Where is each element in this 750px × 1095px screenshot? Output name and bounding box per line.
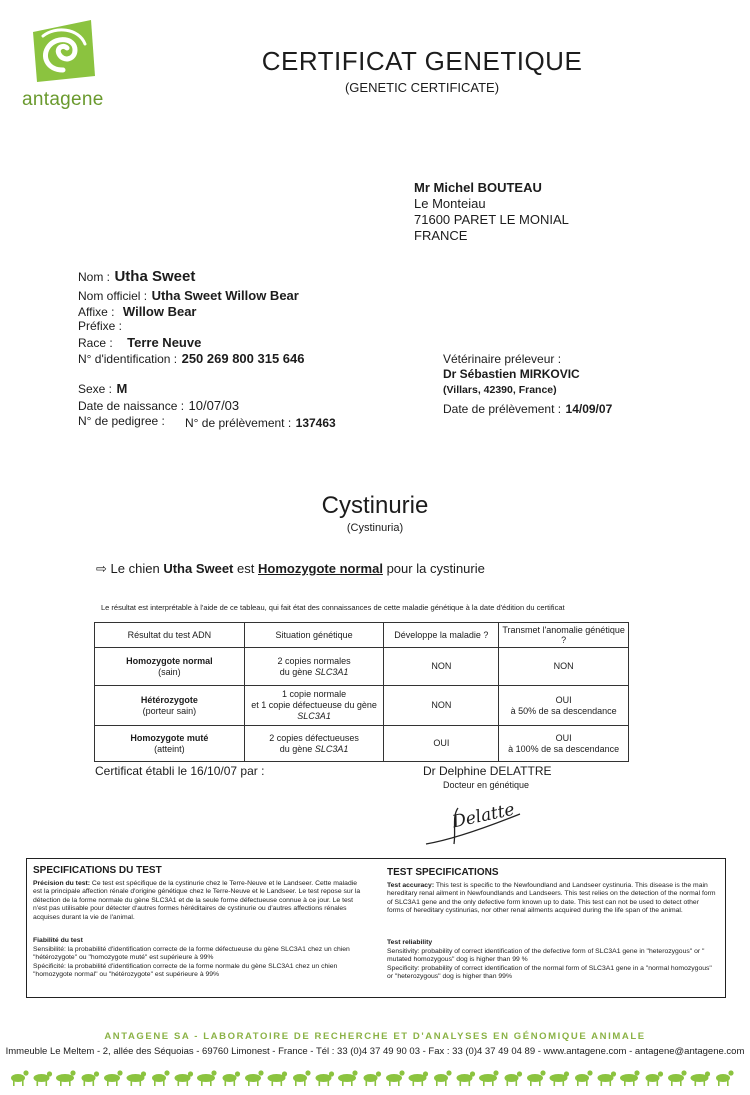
result-dog-name: Utha Sweet: [163, 561, 234, 576]
animal-silhouette-icon: [550, 1071, 570, 1086]
result-type-note: (sain): [158, 666, 181, 677]
situation-text: et 1 copie défectueuse du gène: [251, 700, 377, 710]
certificate-issued: Certificat établi le 16/10/07 par :: [95, 764, 265, 778]
breed-value: Terre Neuve: [127, 335, 202, 350]
specifications-box: [26, 858, 726, 998]
affix-value: Willow Bear: [122, 304, 197, 319]
sample-number: 137463: [295, 416, 336, 430]
official-name-label: Nom officiel :: [78, 289, 148, 303]
result-type: Hétérozygote: [140, 694, 198, 705]
sex-value: M: [116, 381, 128, 396]
animal-silhouette-icon: [338, 1070, 358, 1086]
result-mid: est: [237, 561, 255, 576]
table-header-row: [95, 623, 629, 648]
animal-silhouette-icon: [386, 1070, 405, 1086]
certificate-subtitle: (GENETIC CERTIFICATE): [344, 80, 500, 95]
spec-fr-specificity: Spécificité: la probabilité d'identification correcte de la forme normale du gène SLC3A1 chez un chien "homozygote normal" ou "hétérozygote" est supérieure à 99%: [33, 963, 338, 979]
situation-text: 2 copies normales: [277, 655, 351, 666]
dog-name-label: Nom :: [78, 270, 111, 284]
animal-silhouette-icon: [268, 1071, 288, 1086]
table-cell: [95, 686, 245, 726]
animal-silhouette-icon: [505, 1071, 523, 1086]
table-cell: [95, 726, 245, 762]
arrow-right-icon: ⇨: [96, 561, 107, 576]
result-status: Homozygote normal: [257, 561, 383, 576]
transmit-text: OUI: [555, 732, 572, 743]
table-cell: NON: [384, 648, 499, 686]
affix-label: Affixe :: [78, 305, 115, 319]
gene-name: SLC3A1: [314, 666, 349, 677]
column-header: Situation génétique: [244, 623, 384, 648]
accuracy-text: This test is specific to the Newfoundland and Landseer cystinuria. This disease is the main hereditary renal ailment in Newfoundlands and Landseers. This test relies on the detection of the normal form of SLC3A1 gene and the only defective form known up to date. This test can not be used to detect other forms of hereditary cystinurias, nor other renal ailments acquired during the life span of the animal.: [387, 882, 716, 915]
transmit-text: à 100% de sa descendance: [508, 743, 620, 754]
precision-label: Précision du test:: [33, 880, 91, 887]
table-cell: [244, 686, 384, 726]
identification-number: 250 269 800 315 646: [181, 351, 305, 366]
animal-silhouette-icon: [479, 1070, 499, 1086]
transmit-text: à 50% de sa descendance: [510, 705, 617, 716]
spec-fr-sensitivity: Sensibilité: la probabilité d'identification correcte de la forme défectueuse du gène SLC3A1 chez un chien "hétérozygote" ou "homozygote muté" est supérieure à 99%: [33, 946, 350, 962]
animal-silhouette-icon: [11, 1070, 29, 1086]
situation-text: 2 copies défectueuses: [269, 732, 359, 743]
spec-en-title: TEST SPECIFICATIONS: [387, 867, 499, 878]
result-type: Homozygote normal: [126, 655, 213, 666]
situation-text: du gène: [279, 666, 313, 677]
spec-en-specificity: Specificity: probability of correct identification of the normal form of SLC3A1 gene in a "normal homozygous" or "heterozygous" dog is higher than 99%: [387, 965, 712, 981]
result-type-note: (atteint): [154, 743, 185, 754]
table-row: [95, 686, 629, 726]
footer-lab-name: ANTAGENE SA - LABORATOIRE DE RECHERCHE ET D'ANALYSES EN GÉNOMIQUE ANIMALE: [104, 1031, 646, 1042]
animal-silhouette-icon: [175, 1071, 194, 1086]
table-cell: NON: [384, 686, 499, 726]
animal-silhouette-icon: [293, 1070, 311, 1086]
dog-name-row: [78, 268, 195, 286]
dog-name: Utha Sweet: [114, 268, 196, 285]
spec-fr-precision: [33, 880, 367, 922]
pedigree-label: N° de pedigree :: [78, 414, 165, 428]
table-cell: [499, 648, 629, 686]
vet-name: Dr Sébastien MIRKOVIC: [443, 367, 580, 381]
official-name: Utha Sweet Willow Bear: [151, 288, 299, 303]
column-header: Transmet l'anomalie génétique ?: [499, 623, 629, 648]
gene-name: SLC3A1: [297, 711, 331, 721]
situation-text: du gène: [279, 743, 313, 754]
sample-date-label: Date de prélèvement :: [443, 402, 562, 416]
animal-silhouette-icon: [245, 1070, 264, 1086]
table-row: [95, 648, 629, 686]
spec-en-sensitivity: Sensitivity: probability of correct identification of the defective form of SLC3A1 gene in "heterozygous" or " mutated homozygous" dog is higher than 99 %: [387, 948, 705, 964]
sex-label: Sexe :: [78, 382, 113, 396]
spec-en-reliability-label: Test reliability: [387, 939, 433, 946]
identification-row: [78, 350, 305, 368]
animal-silhouette-icon: [434, 1070, 452, 1086]
animal-silhouette-icon: [82, 1071, 100, 1086]
spec-en-accuracy: [387, 882, 717, 916]
footer-address: Immeuble Le Meltem - 2, allée des Séquoias - 69760 Limonest - France - Tél : 33 (0)4 37 49 90 03 - Fax : 33 (0)4 37 49 04 89 - www.antagene.com - antagene@antagene.com: [5, 1046, 745, 1057]
logo-text: antagene: [22, 89, 104, 110]
signature: Delatte: [450, 799, 517, 833]
result-prefix: Le chien: [110, 561, 160, 576]
table-cell: [244, 726, 384, 762]
sample-label: N° de prélèvement :: [185, 416, 292, 430]
transmit-text: NON: [553, 661, 574, 671]
owner-address-line2: 71600 PARET LE MONIAL: [414, 212, 569, 227]
sample-row: [185, 414, 336, 432]
animal-silhouette-icon: [409, 1071, 429, 1086]
animal-silhouette-icon: [575, 1070, 593, 1086]
animal-silhouette-icon: [527, 1070, 546, 1086]
animal-silhouette-icon: [152, 1070, 170, 1086]
signature-stroke-icon: [420, 800, 530, 850]
result-statement: [96, 561, 485, 577]
precision-text: Ce test est spécifique de la cystinurie chez le Terre-Neuve et le Landseer. Cette maladie est la principale affection rénale d'origine génétique chez le Terre-Neuve et le Landseer. Le test repose sur la détection de la forme normale du gène SLC3A1 et de la seule forme défectueuse connue à ce jour. Le test n'est pas utilisable pour détecter d'autres formes héréditaires de cystinurie ou d'autres affections rénales acquises durant la vie de l'animal.: [33, 880, 361, 921]
table-row: [95, 726, 629, 762]
test-title: Cystinurie: [321, 492, 429, 519]
animal-silhouette-icon: [56, 1070, 76, 1086]
vet-place: (Villars, 42390, France): [443, 384, 557, 396]
table-cell: [499, 726, 629, 762]
animal-silhouette-icon: [716, 1070, 734, 1086]
birth-row: [78, 397, 239, 415]
situation-text: 1 copie normale: [282, 689, 347, 699]
animal-silhouette-icon: [457, 1071, 476, 1086]
result-type: Homozygote muté: [130, 732, 209, 743]
owner-address-line3: FRANCE: [414, 228, 468, 243]
certificate-title: CERTIFICAT GENETIQUE: [261, 46, 583, 76]
transmit-text: OUI: [555, 694, 572, 705]
column-header: Résultat du test ADN: [95, 623, 245, 648]
breed-label: Race :: [78, 336, 113, 350]
prefix-label: Préfixe :: [78, 319, 123, 333]
spec-fr-title: SPECIFICATIONS DU TEST: [33, 865, 162, 876]
result-type-note: (porteur sain): [142, 705, 197, 716]
animal-silhouette-icon: [197, 1070, 217, 1086]
animal-silhouette-icon: [620, 1070, 640, 1086]
animal-silhouette-icon: [598, 1071, 617, 1086]
identification-label: N° d'identification :: [78, 352, 178, 366]
table-cell: [95, 648, 245, 686]
test-subtitle: (Cystinuria): [346, 522, 404, 534]
vet-label: Vétérinaire préleveur :: [443, 352, 562, 366]
column-header: Développe la maladie ?: [384, 623, 499, 648]
owner-name: Mr Michel BOUTEAU: [414, 180, 542, 195]
gene-name: SLC3A1: [314, 743, 349, 754]
owner-address-line1: Le Monteiau: [414, 196, 486, 211]
birth-label: Date de naissance :: [78, 399, 185, 413]
animal-silhouette-icon: [691, 1071, 711, 1086]
birth-value: 10/07/03: [188, 398, 240, 413]
table-cell: [244, 648, 384, 686]
animal-silhouette-icon: [646, 1071, 664, 1086]
sex-row: [78, 380, 127, 398]
antagene-logo-icon: [29, 18, 97, 84]
animal-silhouette-icon: [34, 1071, 53, 1086]
animal-silhouette-icon: [316, 1071, 335, 1086]
doctor-name: Dr Delphine DELATTRE: [423, 764, 552, 778]
sample-date-row: [443, 400, 612, 418]
spec-fr-reliability-label: Fiabilité du test: [33, 937, 83, 944]
animal-silhouette-icon: [364, 1071, 382, 1086]
result-suffix: pour la cystinurie: [386, 561, 485, 576]
animal-silhouette-icon: [223, 1071, 241, 1086]
animal-silhouette-icon: [127, 1071, 147, 1086]
table-cell: OUI: [384, 726, 499, 762]
animal-silhouette-icon: [668, 1070, 687, 1086]
interpretation-table: [94, 622, 629, 762]
sample-date: 14/09/07: [565, 402, 613, 416]
doctor-title: Docteur en génétique: [443, 780, 530, 790]
animal-silhouettes-icon: [8, 1066, 742, 1088]
table-cell: [499, 686, 629, 726]
animal-silhouette-icon: [104, 1070, 123, 1086]
accuracy-label: Test accuracy:: [387, 882, 435, 889]
table-intro: Le résultat est interprétable à l'aide de ce tableau, qui fait état des connaissances de cette maladie génétique à la date d'édition du certificat: [101, 603, 565, 612]
